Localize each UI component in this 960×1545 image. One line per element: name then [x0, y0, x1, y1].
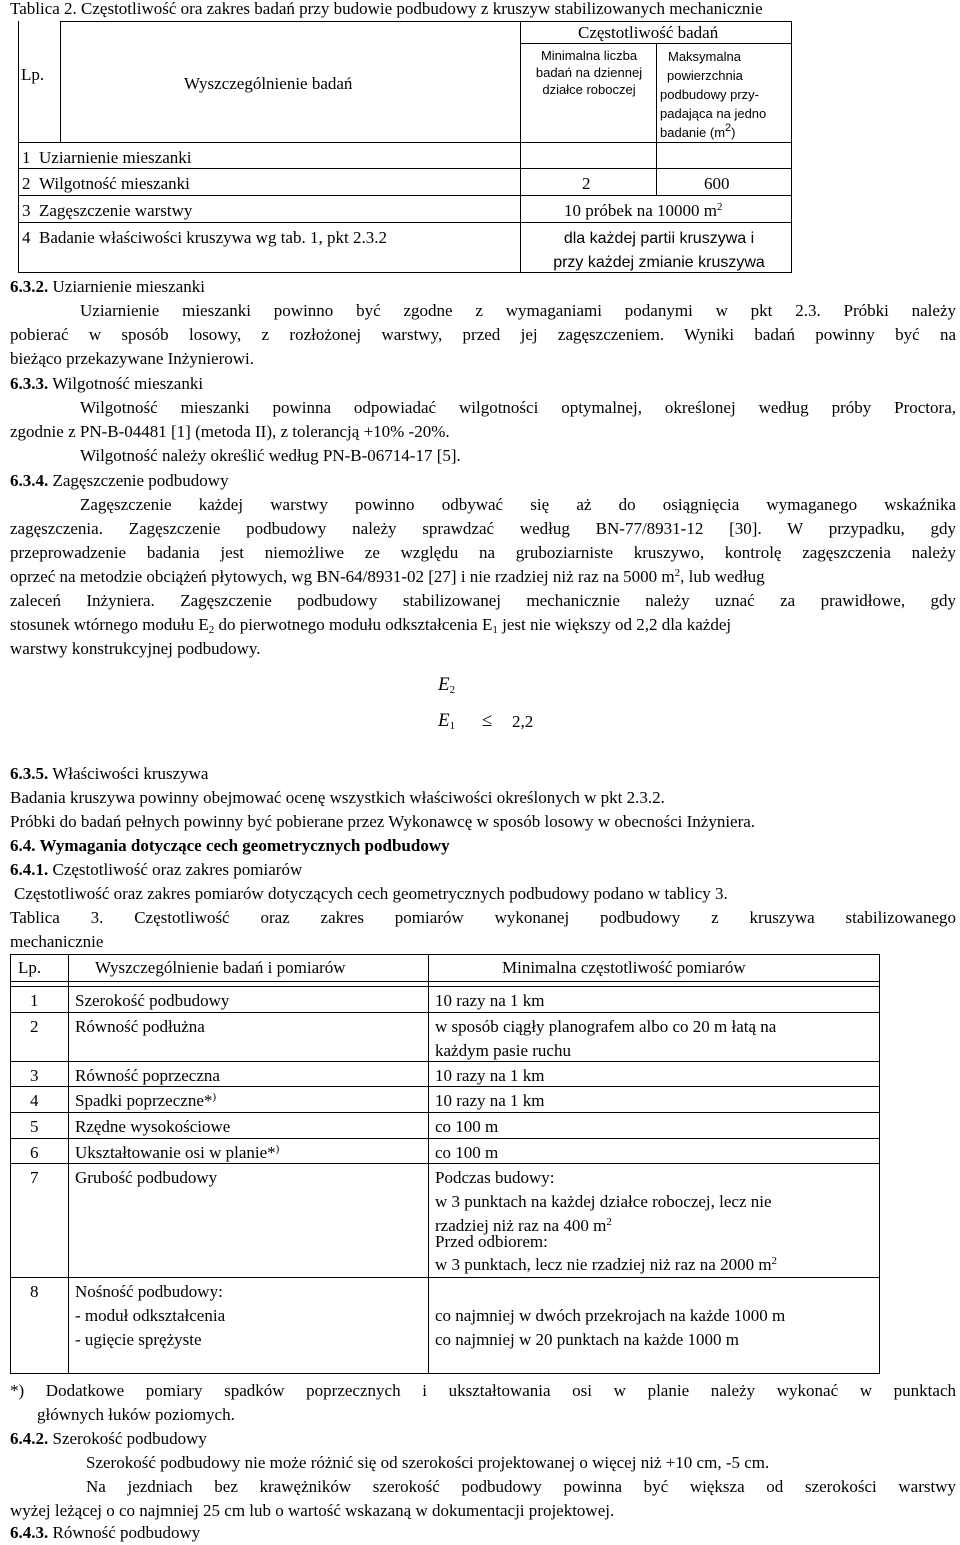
section-6-4-heading: 6.4. Wymagania dotyczące cech geometrycznych podbudowy: [10, 836, 450, 855]
paragraph: Zagęszczenie każdej warstwy powinno odbywać się aż do osiągnięcia wymaganego wskaźnika: [80, 495, 956, 514]
table-row: 3 Zagęszczenie warstwy: [22, 201, 193, 220]
t3-row-2-n: 2: [30, 1017, 39, 1036]
table-3: [10, 954, 880, 1374]
paragraph: Szerokość podbudowy nie może różnić się od szerokości projektowanej o więcej niż +10 cm, -5 cm.: [86, 1453, 770, 1472]
table-cell: 2: [582, 174, 591, 193]
header-frequency: Częstotliwość badań: [578, 23, 719, 42]
table-row: 2 Wilgotność mieszanki: [22, 174, 190, 193]
t3-row-7-b3: rzadziej niż raz na 400 $m^2$: [435, 1216, 612, 1235]
formula-value: 2,2: [512, 712, 534, 731]
table-2-caption: Tablica 2. Częstotliwość ora zakres badań przy budowie podbudowy z kruszyw stabilizowanych mechanicznie: [10, 0, 763, 18]
t3-row-5-a: Rzędne wysokościowe: [75, 1117, 231, 1136]
t3-row-7-b5: w 3 punktach, lecz nie rzadziej niż raz na 2000 $m^2$: [435, 1255, 778, 1274]
formula-numerator: $E_2$: [438, 674, 456, 696]
paragraph: zgodnie z PN-B-04481 [1] (metoda II), z tolerancją +10% -20%.: [10, 422, 450, 441]
t3-row-4-b: 10 razy na 1 km: [435, 1091, 545, 1110]
t3-row-5-n: 5: [30, 1117, 39, 1136]
table-2: [18, 21, 792, 273]
t3-row-7-b4: Przed odbiorem:: [435, 1232, 548, 1251]
t3-row-8-a1: Nośność podbudowy:: [75, 1282, 223, 1301]
section-6-3-2-heading: 6.3.2. Uziarnienie mieszanki: [10, 277, 205, 296]
paragraph: zaleceń Inżyniera. Zagęszczenie podbudowy stabilizowanej mechanicznie należy uznać za prawidłowe, gdy: [10, 591, 956, 610]
header-lp: Lp.: [21, 65, 45, 84]
table-cell: dla każdej partii kruszywa i przy każdej zmianie kruszywa: [553, 230, 765, 271]
t3-row-3-a: Równość poprzeczna: [75, 1066, 220, 1085]
paragraph: oprzeć na metodzie obciążeń płytowych, wg BN-64/8931-02 [27] i nie rzadziej niż raz na 5000 $m^2$, lub według: [10, 567, 765, 586]
t3-row-2-a: Równość podłużna: [75, 1017, 205, 1036]
t3-row-3-n: 3: [30, 1066, 39, 1085]
section-6-4-2-heading: 6.4.2. Szerokość podbudowy: [10, 1429, 207, 1448]
t3-row-8-a2: - moduł odkształcenia: [75, 1306, 226, 1325]
t3-row-6-b: co 100 m: [435, 1143, 499, 1162]
formula-denominator: $E_1$: [438, 710, 456, 732]
t3-row-2-b2: każdym pasie ruchu: [435, 1041, 571, 1060]
section-6-4-1-heading: 6.4.1. Częstotliwość oraz zakres pomiarów: [10, 860, 303, 879]
t3-row-8-b2: co najmniej w 20 punktach na każde 1000 m: [435, 1330, 740, 1349]
paragraph: warstwy konstrukcyjnej podbudowy.: [10, 639, 261, 658]
t3-row-7-b1: Podczas budowy:: [435, 1168, 555, 1187]
t3-header-min: Minimalna częstotliwość pomiarów: [502, 958, 746, 977]
paragraph: Badania kruszywa powinny obejmować ocenę wszystkich właściwości określonych w pkt 2.3.2.: [10, 788, 665, 807]
header-spec: Wyszczególnienie badań: [184, 74, 353, 93]
paragraph: stosunek wtórnego modułu $E_2$ do pierwotnego modułu odkształcenia $E_1$ jest nie większy od 2,2 dla każdej: [10, 615, 732, 636]
t3-row-5-b: co 100 m: [435, 1117, 499, 1136]
t3-row-1-b: 10 razy na 1 km: [435, 991, 545, 1010]
t3-row-8-a3: - ugięcie sprężyste: [75, 1330, 202, 1349]
t3-row-8-n: 8: [30, 1282, 39, 1301]
paragraph: wyżej leżącej o co najmniej 25 cm lub o wartość wskazaną w dokumentacji projektowej.: [10, 1501, 615, 1520]
t3-row-4-n: 4: [30, 1091, 39, 1110]
paragraph: Na jezdniach bez krawężników szerokość podbudowy powinna być większa od szerokości warstwy: [86, 1477, 956, 1496]
section-6-3-3-heading: 6.3.3. Wilgotność mieszanki: [10, 374, 204, 393]
table-row: 4 Badanie właściwości kruszywa wg tab. 1, pkt 2.3.2: [22, 228, 387, 247]
paragraph: Uziarnienie mieszanki powinno być zgodne z wymaganiami podanymi w pkt 2.3. Próbki należy: [80, 301, 956, 320]
t3-header-spec: Wyszczególnienie badań i pomiarów: [95, 958, 346, 977]
header-min-count: Minimalna liczba badań na dziennej działce roboczej: [535, 48, 643, 97]
t3-row-2-b1: w sposób ciągły planografem albo co 20 m łatą na: [435, 1017, 777, 1036]
header-max-area: Maksymalna powierzchnia podbudowy przy- padająca na jedno badanie $(m^2)$: [660, 49, 767, 140]
table-3-caption-cont: mechanicznie: [10, 932, 104, 951]
footnote-cont: głównych łuków poziomych.: [37, 1405, 235, 1424]
table-cell: 600: [704, 174, 730, 193]
section-6-3-5-heading: 6.3.5. Właściwości kruszywa: [10, 764, 209, 783]
t3-row-6-a: Ukształtowanie osi w planie*): [75, 1143, 280, 1162]
table-3-caption: Tablica 3. Częstotliwość oraz zakres pomiarów wykonanej podbudowy z kruszywa stabilizowanego: [10, 908, 956, 927]
t3-row-7-a: Grubość podbudowy: [75, 1168, 218, 1187]
paragraph: Próbki do badań pełnych powinny być pobierane przez Wykonawcę w sposób losowy w obecności Inżyniera.: [10, 812, 756, 831]
paragraph: Wilgotność mieszanki powinna odpowiadać wilgotności optymalnej, określonej według próby Proctora,: [80, 398, 956, 417]
table-row: 1 Uziarnienie mieszanki: [22, 148, 192, 167]
t3-row-1-n: 1: [30, 991, 39, 1010]
section-6-3-4-heading: 6.3.4. Zagęszczenie podbudowy: [10, 471, 229, 490]
paragraph: zagęszczenia. Zagęszczenie podbudowy należy sprawdzać według BN-77/8931-12 [30]. W przypadku, gdy: [10, 519, 956, 538]
paragraph: przeprowadzenie badania jest niemożliwe ze względu na gruboziarniste kruszywo, kontrolę zagęszczenia należy: [10, 543, 956, 562]
paragraph: pobierać w sposób losowy, z rozłożonej warstwy, przed jej zagęszczeniem. Wyniki badań powinny być na: [10, 325, 956, 344]
t3-row-7-b2: w 3 punktach na każdej działce roboczej, lecz nie: [435, 1192, 772, 1211]
paragraph: bieżąco przekazywane Inżynierowi.: [10, 349, 255, 368]
section-6-4-3-heading: 6.4.3. Równość podbudowy: [10, 1523, 201, 1542]
t3-row-6-n: 6: [30, 1143, 39, 1162]
formula-le-sign: ≤: [482, 710, 493, 731]
paragraph: Częstotliwość oraz zakres pomiarów dotyczących cech geometrycznych podbudowy podano w tablicy 3.: [14, 884, 728, 903]
t3-row-1-a: Szerokość podbudowy: [75, 991, 230, 1010]
t3-header-lp: Lp.: [18, 958, 42, 977]
t3-row-8-b1: co najmniej w dwóch przekrojach na każde 1000 m: [435, 1306, 786, 1325]
paragraph: Wilgotność należy określić według PN-B-06714-17 [5].: [80, 446, 461, 465]
t3-row-3-b: 10 razy na 1 km: [435, 1066, 545, 1085]
footnote: *) Dodatkowe pomiary spadków poprzecznych i ukształtowania osi w planie należy wykonać w punktach: [10, 1381, 956, 1400]
t3-row-7-n: 7: [30, 1168, 39, 1187]
t3-row-4-a: Spadki poprzeczne*): [75, 1091, 217, 1110]
table-cell: 10 próbek na 10000 $m^2$: [564, 201, 723, 220]
